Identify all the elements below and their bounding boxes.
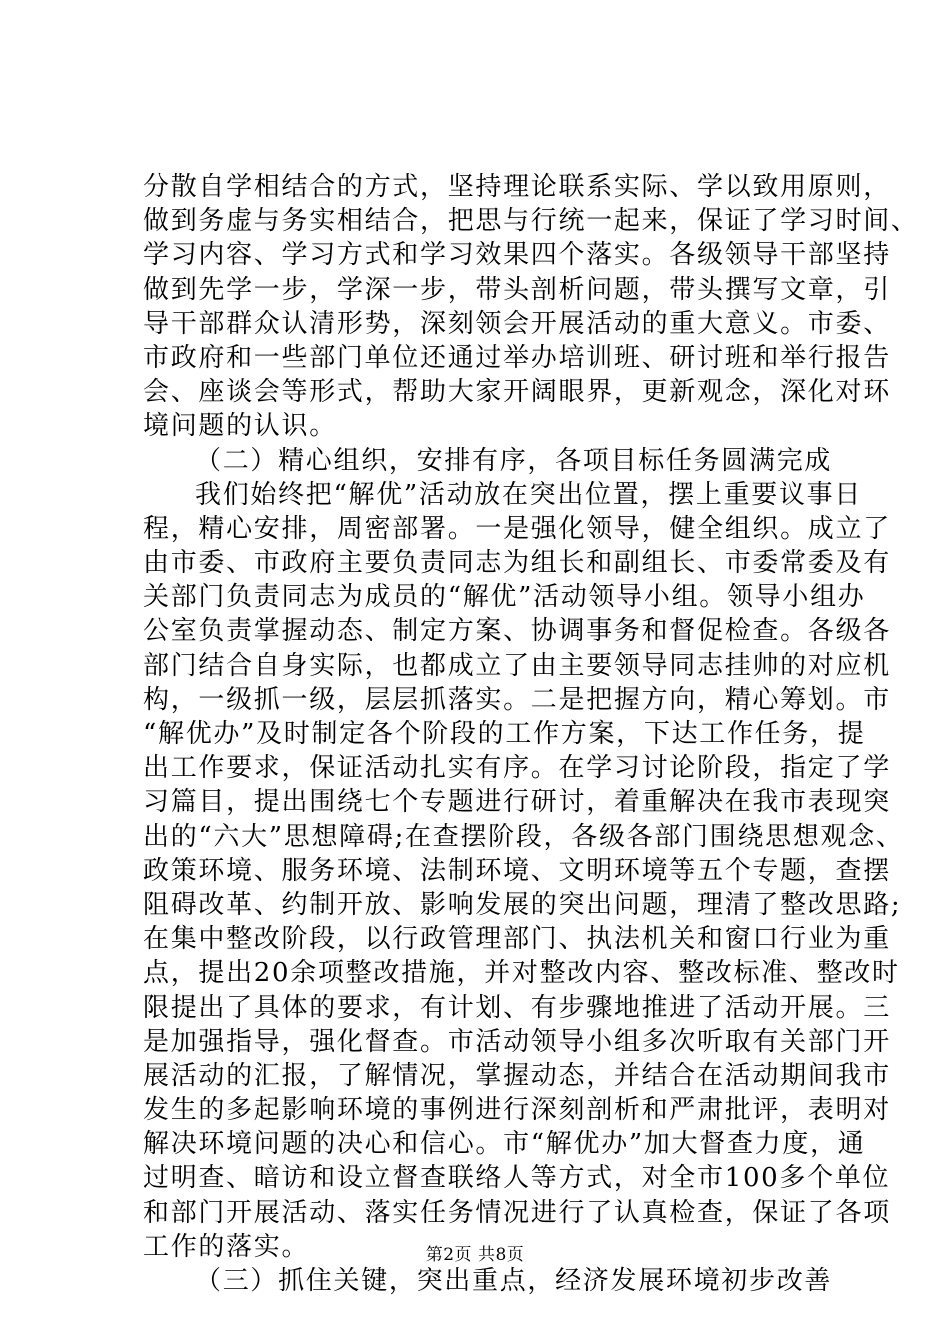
text-line: （三）抓住关键，突出重点，经济发展环境初步改善 — [195, 1266, 833, 1296]
text-line: “解优办”及时制定各个阶段的工作方案，下达工作任务，提 — [143, 719, 866, 749]
text-line: 市政府和一些部门单位还通过举办培训班、研讨班和举行报告 — [143, 342, 891, 373]
text-line: 解决环境问题的决心和信心。市“解优办”加大督查力度，通 — [143, 1129, 866, 1160]
text-line: 出的“六大”思想障碍;在查摆阶段，各级各部门围绕思想观念、 — [143, 821, 904, 852]
text-line: 习篇目，提出围绕七个专题进行研讨，着重解决在我市表现突 — [143, 787, 891, 818]
text-line: 分散自学相结合的方式，坚持理论联系实际、学以致用原则， — [143, 172, 891, 202]
page-footer: 第2页 共8页 — [425, 1245, 525, 1265]
text-line: 导干部群众认清形势，深刻领会开展活动的重大意义。市委、 — [143, 308, 891, 339]
text-line: 阻碍改革、约制开放、影响发展的突出问题，理清了整改思路; — [143, 889, 902, 920]
text-line: 工作的落实。 — [143, 1231, 310, 1262]
text-line: 部门结合自身实际，也都成立了由主要领导同志挂帅的对应机 — [143, 650, 891, 681]
text-line: 构，一级抓一级，层层抓落实。二是把握方向，精心筹划。市 — [143, 684, 891, 715]
text-line: 展活动的汇报，了解情况，掌握动态，并结合在活动期间我市 — [143, 1060, 891, 1091]
text-line: 限提出了具体的要求，有计划、有步骤地推进了活动开展。三 — [143, 992, 891, 1023]
text-line: 在集中整改阶段，以行政管理部门、执法机关和窗口行业为重 — [143, 924, 891, 955]
text-line: 过明查、暗访和设立督查联络人等方式，对全市100多个单位 — [143, 1163, 891, 1194]
text-line: 是加强指导，强化督查。市活动领导小组多次听取有关部门开 — [143, 1026, 891, 1057]
text-line: 点，提出20余项整改措施，并对整改内容、整改标准、整改时 — [143, 958, 900, 989]
text-line: 做到务虚与务实相结合，把思与行统一起来，保证了学习时间、 — [143, 206, 919, 237]
text-line: 由市委、市政府主要负责同志为组长和副组长、市委常委及有 — [143, 548, 891, 579]
text-line: 程，精心安排，周密部署。一是强化领导，健全组织。成立了 — [143, 513, 891, 544]
text-line: 发生的多起影响环境的事例进行深刻剖析和严肃批评，表明对 — [143, 1095, 891, 1126]
text-line: 出工作要求，保证活动扎实有序。在学习讨论阶段，指定了学 — [143, 753, 891, 784]
text-line: 我们始终把“解优”活动放在突出位置，摆上重要议事日 — [195, 479, 863, 510]
text-line: 境问题的认识。 — [143, 411, 337, 442]
text-line: 和部门开展活动、落实任务情况进行了认真检查，保证了各项 — [143, 1197, 891, 1228]
text-line: 政策环境、服务环境、法制环境、文明环境等五个专题，查摆 — [143, 855, 891, 886]
document-body — [143, 170, 919, 1298]
text-line: （二）精心组织，安排有序，各项目标任务圆满完成 — [195, 445, 833, 476]
text-line: 会、座谈会等形式，帮助大家开阔眼界，更新观念，深化对环 — [143, 377, 891, 408]
text-line: 做到先学一步，学深一步，带头剖析问题，带头撰写文章，引 — [143, 274, 891, 305]
text-line: 学习内容、学习方式和学习效果四个落实。各级领导干部坚持 — [143, 240, 891, 271]
text-line: 公室负责掌握动态、制定方案、协调事务和督促检查。各级各 — [143, 616, 891, 647]
text-line: 关部门负责同志为成员的“解优”活动领导小组。领导小组办 — [143, 582, 866, 613]
